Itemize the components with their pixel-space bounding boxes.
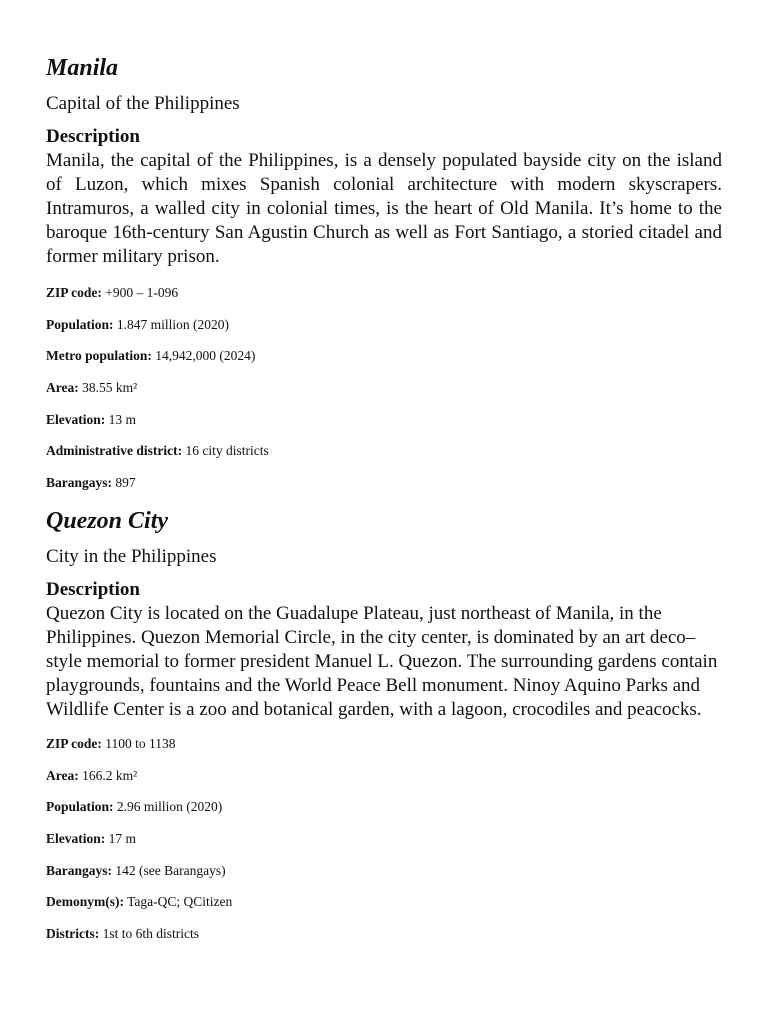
fact-elevation [46,829,722,861]
fact-elevation [46,410,722,442]
fact-label: Metro population: [46,348,152,364]
fact-value: 2.96 million (2020) [116,799,223,815]
fact-label: Administrative district: [46,443,183,459]
city-name: Manila [46,55,119,81]
fact-metro-population [46,346,722,378]
fact-label: Population: [46,799,114,815]
description-text: Manila, the capital of the Philippines, is a densely populated bayside city on the island of Luzon, which mixes Spanish colonial architecture with modern skyscrapers. Intramuros, a walled city in colonial times, is the heart of Old Manila. It’s home to the baroque 16th-century San Agustin Church as well as Fort Santiago, a storied citadel and former military prison. [46,150,722,267]
fact-label: Population: [46,316,114,332]
fact-zip-code [46,283,722,315]
fact-label: Elevation: [46,830,106,846]
fact-label: Elevation: [46,411,106,427]
description-heading: Description [46,578,140,600]
fact-label: Districts: [46,925,100,941]
fact-value: 14,942,000 (2024) [155,348,256,364]
fact-label: ZIP code: [46,735,102,751]
city-entry-manila [46,0,722,505]
fact-label: ZIP code: [46,285,102,300]
fact-barangays [46,861,722,893]
fact-area [46,378,722,410]
fact-value: +900 – 1-096 [105,285,179,300]
city-subtitle: Capital of the Philippines [46,93,240,114]
fact-value: 38.55 km² [82,380,138,396]
fact-value: 897 [115,475,136,491]
fact-label: Area: [46,380,79,396]
fact-label: Area: [46,767,79,783]
fact-zip-code [46,734,722,766]
fact-label: Barangays: [46,862,113,878]
fact-value: 17 m [108,830,137,846]
fact-value: 1100 to 1138 [105,735,176,751]
fact-value: 1.847 million (2020) [116,316,230,332]
fact-demonyms [46,892,722,924]
fact-value: 166.2 km² [82,767,138,783]
facts-list [46,283,722,505]
fact-label: Barangays: [46,475,113,491]
fact-value: Taga-QC; QCitizen [127,894,233,910]
fact-barangays [46,473,722,505]
description-heading: Description [46,126,140,147]
fact-value: 16 city districts [185,443,269,459]
fact-value: 1st to 6th districts [102,925,199,941]
facts-list [46,734,722,956]
fact-value: 142 (see Barangays) [115,862,226,878]
city-name: Quezon City [46,507,169,534]
fact-value: 13 m [108,411,137,427]
fact-districts [46,924,722,956]
fact-area [46,766,722,798]
fact-population [46,315,722,347]
fact-administrative-district [46,441,722,473]
fact-label: Demonym(s): [46,894,124,910]
city-entry-quezon-city [46,505,722,956]
city-subtitle: City in the Philippines [46,545,217,567]
description-text: Quezon City is located on the Guadalupe Plateau, just northeast of Manila, in the Philippines. Quezon Memorial Circle, in the city center, is dominated by an art deco–style memorial to former president Manuel L. Quezon. The surrounding gardens contain playgrounds, fountains and the World Peace Bell monument. Ninoy Aquino Parks and Wildlife Center is a zoo and botanical garden, with a lagoon, crocodiles and peacocks. [46,602,718,720]
fact-population [46,797,722,829]
